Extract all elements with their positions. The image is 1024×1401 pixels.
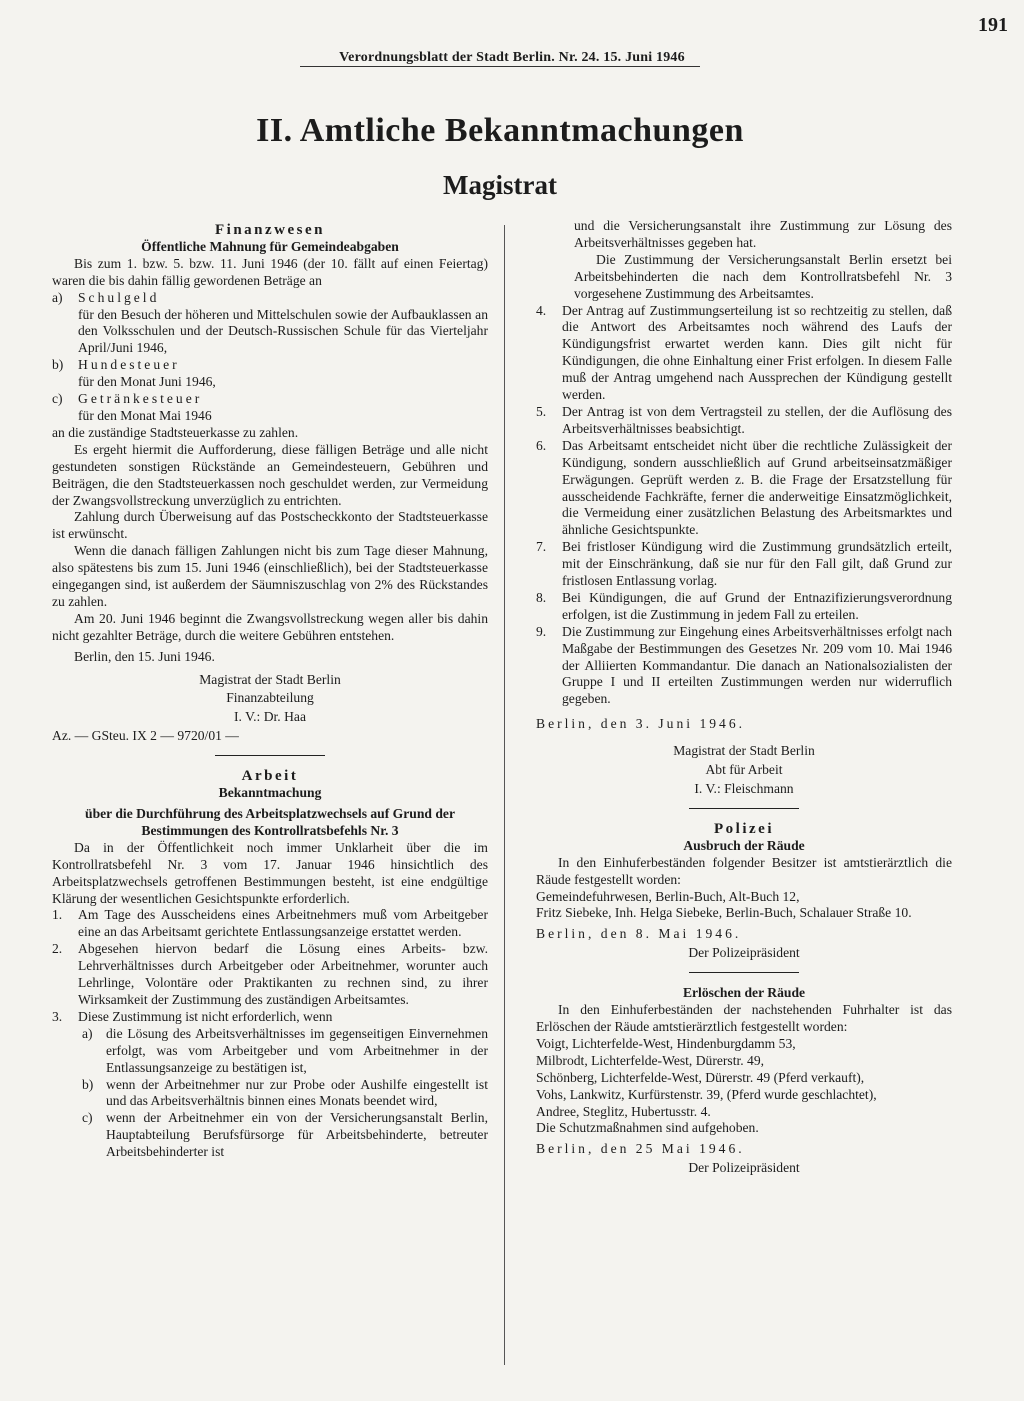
left-column (52, 218, 488, 1161)
polizei-signature: Der Polizeipräsident (688, 1160, 800, 1176)
finanz-paragraph: Es ergeht hiermit die Aufforderung, diese fälligen Beträge und alle nicht gestundeten sonstigen Rückstände an Gemeindesteuern, Gebühren und Beiträgen, die den Stadtsteuerkassen noch geschuldet werden, zur Vermeidung der Zwangsvollstreckung unverzüglich zu entrichten. (52, 441, 488, 508)
arbeit-signature-org: Magistrat der Stadt Berlin (673, 743, 815, 759)
section-rule (689, 972, 799, 973)
section-rule (215, 755, 325, 756)
subitem-label: a) (82, 1025, 93, 1041)
finanz-item (52, 290, 488, 358)
polizei-closing: Die Schutzmaßnahmen sind aufgehoben. (536, 1120, 759, 1136)
arbeit-signature-dept: Abt für Arbeit (705, 762, 783, 778)
item-text: Die Zustimmung zur Eingehung eines Arbeitsverhältnisses erfolgt nach Maßgabe der Bestimmungen des Gesetzes Nr. 209 vom 10. Mai 1946 der Alliierten Kommandantur. Die danach an Nationalsozialisten der Gruppe I und II erteilten Zustimmungen werden nur widerruflich gegeben. (562, 623, 952, 707)
item-label: 2. (52, 941, 63, 957)
owner-entry: Fritz Siebeke, Inh. Helga Siebeke, Berlin-Buch, Schalauer Straße 10. (536, 905, 912, 921)
finanz-signature-name: I. V.: Dr. Haa (234, 709, 306, 725)
column-divider (504, 225, 505, 1365)
page-number: 191 (978, 14, 1008, 36)
arbeit-continuation: und die Versicherungsanstalt ihre Zustimmung zur Lösung des Arbeitsverhältnisses gegeben hat. (574, 218, 952, 250)
owner-entry: Schönberg, Lichterfelde-West, Dürerstr. 49 (Pferd verkauft), (536, 1069, 865, 1085)
item-text: Diese Zustimmung ist nicht erforderlich, wenn (78, 1008, 333, 1024)
finanz-signature-dept: Finanzabteilung (226, 690, 314, 706)
finanz-paragraph: Zahlung durch Überweisung auf das Postscheckkonto der Stadtsteuerkasse ist erwünscht. (52, 509, 488, 542)
item-text: Am Tage des Ausscheidens eines Arbeitnehmers muß vom Arbeitgeber eine an das Arbeitsamt gerichtete Entlassungsanzeige erstattet werden. (78, 907, 488, 940)
item-label: 9. (536, 623, 547, 639)
subitem-label: c) (82, 1110, 93, 1126)
polizei-date: Berlin, den 25 Mai 1946. (536, 1141, 745, 1157)
item-text: für den Monat Mai 1946 (78, 407, 212, 423)
finanz-item (52, 357, 488, 391)
polizei-text: In den Einhuferbeständen der nachstehenden Fuhrhalter ist das Erlöschen der Räude amtstierärztlich festgestellt worden: (536, 1002, 952, 1034)
subitem-label: b) (82, 1076, 94, 1092)
item-label: 4. (536, 302, 547, 318)
item-label: a) (52, 289, 63, 305)
finanz-item (52, 391, 488, 425)
arbeit-item (536, 539, 952, 590)
item-name: Schulgeld (78, 289, 160, 305)
item-text: für den Monat Juni 1946, (78, 374, 216, 390)
owner-entry: Voigt, Lichterfelde-West, Hindenburgdamm 53, (536, 1035, 796, 1051)
finanz-paragraph: Am 20. Juni 1946 beginnt die Zwangsvollstreckung wegen aller bis dahin nicht gezahlter Beträge, durch die weitere Gebühren entstehen. (52, 610, 488, 643)
item-text: Bei fristloser Kündigung wird die Zustimmung grundsätzlich erteilt, mit der Einschränkung, daß sie nur für den Fall gilt, daß Grund zur fristlosen Entlassung vorlag. (562, 539, 952, 589)
subitem-text: wenn der Arbeitnehmer ein von der Versicherungsanstalt Berlin, Hauptabteilung Berufsfürsorge für Arbeitsbehinderte, betreuter Arbeitsbehinderter ist (106, 1110, 488, 1160)
arbeit-item (536, 438, 952, 539)
arbeit-item (52, 941, 488, 1009)
item-label: 7. (536, 539, 547, 555)
polizei-subheading-outbreak: Ausbruch der Räude (683, 837, 805, 853)
right-column (536, 218, 952, 1179)
item-label: 3. (52, 1008, 63, 1024)
arbeit-date: Berlin, den 3. Juni 1946. (536, 716, 746, 732)
polizei-text: In den Einhuferbeständen folgender Besitzer ist amtstierärztlich die Räude festgestellt worden: (536, 854, 952, 887)
subitem-text: wenn der Arbeitnehmer nur zur Probe oder Aushilfe eingestellt ist und das Arbeitsverhältnis binnen eines Monats beendet wird, (106, 1076, 488, 1109)
item-label: 6. (536, 437, 547, 453)
owner-entry: Andree, Steglitz, Hubertusstr. 4. (536, 1103, 711, 1119)
arbeit-intro: Da in der Öffentlichkeit noch immer Unklarheit über die im Kontrollratsbefehl Nr. 3 vom 17. Januar 1946 hinsichtlich des Arbeitsplatzwechsels getroffenen Bestimmungen besteht, ist eine endgültige Klärung der wesentlichen Gesichtspunkte erforderlich. (52, 839, 488, 906)
running-header: Verordnungsblatt der Stadt Berlin. Nr. 24. 15. Juni 1946 (339, 50, 685, 65)
arbeit-continuation: Die Zustimmung der Versicherungsanstalt Berlin ersetzt bei Arbeitsbehinderten die nach dem Kontrollratsbefehl Nr. 3 vorgesehene Zustimmung des Arbeitsamtes. (574, 251, 952, 301)
item-label: b) (52, 357, 64, 373)
finanz-intro: Bis zum 1. bzw. 5. bzw. 11. Juni 1946 (der 10. fällt auf einen Feiertag) waren die bis dahin fällig gewordenen Beträge an (52, 255, 488, 288)
section-rule (689, 808, 799, 809)
arbeit-subitem (52, 1110, 488, 1161)
finanz-date: Berlin, den 15. Juni 1946. (74, 648, 215, 664)
owner-entry: Vohs, Lankwitz, Kurfürstenstr. 39, (Pferd wurde geschlachtet), (536, 1086, 877, 1102)
polizei-heading: Polizei (714, 820, 774, 837)
arbeit-item (52, 907, 488, 941)
section-title: Magistrat (443, 170, 557, 200)
arbeit-heading: Arbeit (241, 768, 299, 785)
polizei-subheading-extinction: Erlöschen der Räude (682, 985, 806, 1001)
arbeit-item (536, 590, 952, 624)
finanz-reference: Az. — GSteu. IX 2 — 9720/01 — (52, 728, 239, 744)
finanz-signature-org: Magistrat der Stadt Berlin (199, 671, 341, 687)
header-underline (300, 66, 700, 67)
item-label: 5. (536, 403, 547, 419)
polizei-signature: Der Polizeipräsident (688, 945, 800, 961)
item-text: Das Arbeitsamt entscheidet nicht über die rechtliche Zulässigkeit der Kündigung, sondern ausschließlich auf Grund arbeitseinsatzmäßiger Erwägungen. Geprüft werden z. B. die Frage der Ersatzstellung für ausscheidende Fachkräfte, ferner die anderweitige Einsatzmöglichkeit, die Vermeidung einer zusätzlichen Belastung des Arbeitsmarktes und ähnliche Gesichtspunkte. (562, 437, 952, 538)
owner-entry: Gemeindefuhrwesen, Berlin-Buch, Alt-Buch 12, (536, 888, 800, 904)
main-title: II. Amtliche Bekanntmachungen (256, 112, 744, 149)
finanz-heading: Finanzwesen (215, 222, 325, 238)
item-label: c) (52, 391, 63, 407)
arbeit-subitem (52, 1077, 488, 1111)
arbeit-subitem (52, 1026, 488, 1077)
finanz-subheading: Öffentliche Mahnung für Gemeindeabgaben (141, 238, 399, 254)
item-name: Getränkesteuer (78, 391, 203, 407)
finanz-paragraph: Wenn die danach fälligen Zahlungen nicht bis zum Tage dieser Mahnung, also spätestens bis zum 15. Juni 1946 (einschließlich), bei der Stadtsteuerkasse eingegangen sind, ist außerdem der Säumniszuschlag von 2% des Rückstandes zu zahlen. (52, 543, 488, 609)
item-text: Der Antrag ist von dem Vertragsteil zu stellen, der die Auflösung des Arbeitsverhältnisses beabsichtigt. (562, 403, 952, 436)
arbeit-subheading-detail: über die Durchführung des Arbeitsplatzwechsels auf Grund der Bestimmungen des Kontrollratsbefehls Nr. 3 (85, 806, 455, 838)
finanz-pay-line: an die zuständige Stadtsteuerkasse zu zahlen. (52, 424, 299, 440)
arbeit-item (536, 624, 952, 709)
item-text: Bei Kündigungen, die auf Grund der Entnazifizierungsverordnung erfolgen, ist die Zustimmung in jedem Fall zu erteilen. (562, 589, 952, 622)
arbeit-item (536, 404, 952, 438)
item-label: 8. (536, 589, 547, 605)
arbeit-item (52, 1009, 488, 1026)
arbeit-subheading: Bekanntmachung (218, 785, 322, 801)
item-name: Hundesteuer (78, 357, 180, 373)
arbeit-signature-name: I. V.: Fleischmann (694, 781, 794, 796)
subitem-text: die Lösung des Arbeitsverhältnisses im gegenseitigen Einvernehmen erfolgt, was vom Arbeitgeber und vom Arbeitnehmer in der Entlassungsanzeige zu bestätigen ist, (106, 1025, 488, 1075)
owner-entry: Milbrodt, Lichterfelde-West, Dürerstr. 49, (536, 1052, 765, 1068)
item-text: für den Besuch der höheren und Mittelschulen sowie der Aufbauklassen an den Volksschulen und der Deutsch-Russischen Schule für das Vierteljahr April/Juni 1946, (78, 306, 488, 356)
arbeit-item (536, 303, 952, 404)
item-text: Abgesehen hiervon bedarf die Lösung eines Arbeits- bzw. Lehrverhältnisses durch Arbeitgeber oder Arbeitnehmer, worunter auch Lehrlinge, Volontäre oder Praktikanten zu rechnen sind, zu ihrer Wirksamkeit der Zustimmung des zuständigen Arbeitsamtes. (78, 941, 488, 1007)
item-text: Der Antrag auf Zustimmungserteilung ist so rechtzeitig zu stellen, daß die Antwort des Arbeitsamtes noch während des Laufs der Kündigungsfrist erwartet werden kann. Dies gilt nicht für Kündigungen, die ohne Einhaltung einer Frist erfolgen. In diesem Falle muß der Antrag umgehend nach Aussprechen der Kündigung gestellt werden. (562, 302, 952, 403)
item-label: 1. (52, 907, 63, 923)
polizei-date: Berlin, den 8. Mai 1946. (536, 926, 742, 942)
